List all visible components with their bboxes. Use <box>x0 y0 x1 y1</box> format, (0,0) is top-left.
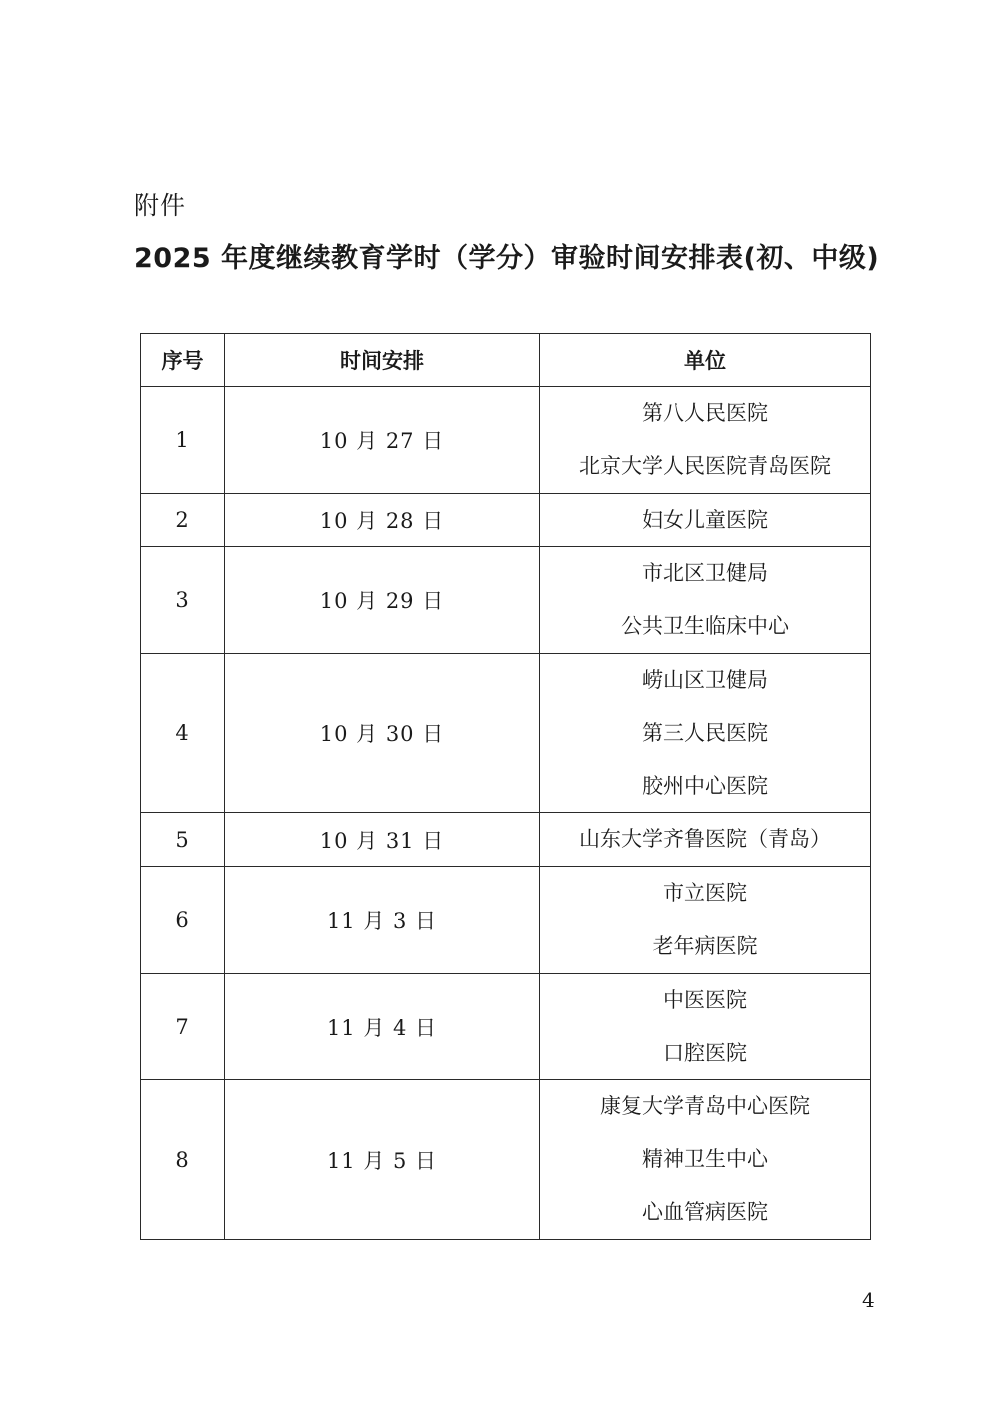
header-date: 时间安排 <box>225 334 540 387</box>
unit-name: 公共卫生临床中心 <box>621 614 789 639</box>
document-title: 2025 年度继续教育学时（学分）审验时间安排表(初、中级) <box>134 243 880 274</box>
row-units <box>540 813 871 867</box>
unit-name: 胶州中心医院 <box>642 773 768 798</box>
row-date: 11 月 3 日 <box>225 867 540 974</box>
row-date: 10 月 31 日 <box>225 813 540 867</box>
table-row <box>141 813 871 867</box>
row-units <box>540 653 871 812</box>
row-units <box>540 493 871 547</box>
row-num: 2 <box>141 493 225 547</box>
row-num: 8 <box>141 1080 225 1239</box>
unit-name: 妇女儿童医院 <box>642 507 768 532</box>
row-units <box>540 867 871 974</box>
row-units <box>540 973 871 1080</box>
table-row <box>141 653 871 812</box>
row-date: 10 月 29 日 <box>225 547 540 654</box>
unit-name: 市立医院 <box>663 881 747 906</box>
row-date: 11 月 4 日 <box>225 973 540 1080</box>
unit-name: 精神卫生中心 <box>642 1147 768 1172</box>
row-date: 10 月 28 日 <box>225 493 540 547</box>
unit-name: 老年病医院 <box>652 933 758 958</box>
schedule-table <box>140 333 871 1240</box>
table-row <box>141 867 871 974</box>
unit-name: 第三人民医院 <box>642 720 768 745</box>
row-num: 4 <box>141 653 225 812</box>
row-units <box>540 547 871 654</box>
row-num: 7 <box>141 973 225 1080</box>
table-row <box>141 1080 871 1239</box>
unit-name: 第八人民医院 <box>642 401 768 425</box>
table-row <box>141 547 871 654</box>
row-date: 10 月 27 日 <box>225 387 540 494</box>
row-units <box>540 1080 871 1239</box>
header-unit: 单位 <box>540 334 871 387</box>
table-row <box>141 493 871 547</box>
unit-name: 崂山区卫健局 <box>642 667 768 692</box>
unit-name: 山东大学齐鲁医院（青岛） <box>579 827 831 852</box>
unit-name: 市北区卫健局 <box>642 561 768 586</box>
table-row <box>141 387 871 494</box>
row-num: 6 <box>141 867 225 974</box>
unit-name: 康复大学青岛中心医院 <box>600 1094 810 1119</box>
attachment-label: 附件 <box>134 191 187 220</box>
row-date: 10 月 30 日 <box>225 653 540 812</box>
page-number: 4 <box>862 1288 875 1312</box>
row-num: 5 <box>141 813 225 867</box>
row-num: 3 <box>141 547 225 654</box>
row-units <box>540 387 871 494</box>
table-row <box>141 973 871 1080</box>
unit-name: 口腔医院 <box>663 1040 747 1065</box>
table-header-row <box>141 334 871 387</box>
row-date: 11 月 5 日 <box>225 1080 540 1239</box>
unit-name: 心血管病医院 <box>642 1199 768 1224</box>
row-num: 1 <box>141 387 225 494</box>
unit-name: 中医医院 <box>663 987 747 1012</box>
header-num: 序号 <box>141 334 225 387</box>
unit-name: 北京大学人民医院青岛医院 <box>579 453 831 478</box>
